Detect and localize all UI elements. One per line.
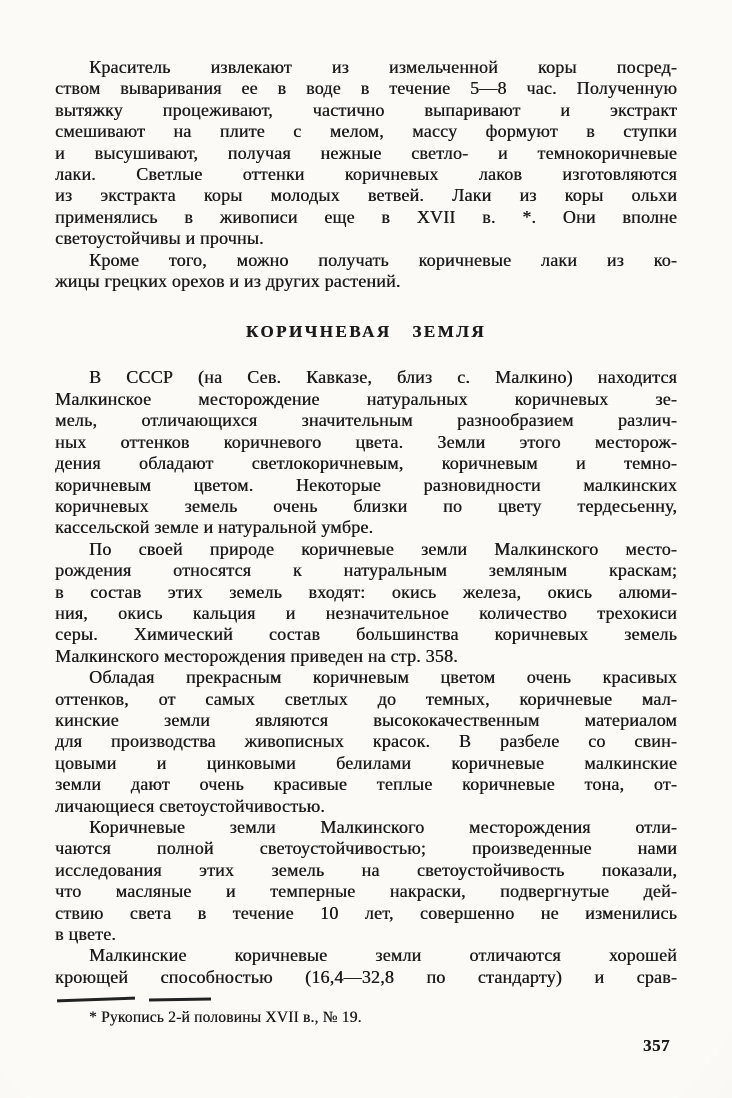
text-line: рождения относятся к натуральным земляным краскам;: [55, 560, 677, 581]
text-line: ствию света в течение 10 лет, совершенно не изменились: [55, 902, 677, 923]
text-line: Коричневые земли Малкинского месторождения отли-: [89, 817, 677, 837]
text-line: кинские земли являются высококачественным материалом: [55, 709, 677, 730]
paragraph: [55, 817, 677, 945]
text-line: земли дают очень красивые теплые коричневые тона, от-: [55, 774, 677, 795]
text-line: светоустойчивы и прочны.: [55, 228, 264, 249]
text-line: жицы грецких орехов и из других растений.: [55, 271, 401, 292]
text-line: ных оттенков коричневого цвета. Земли этого месторож-: [55, 431, 677, 452]
text-line: для производства живописных красок. В разбеле со свин-: [55, 731, 677, 752]
text-line: смешивают на плите с мелом, массу формуют в ступки: [55, 121, 677, 142]
text-column: [55, 57, 677, 1028]
text-line: мель, отличающихся значительным разнообразием различ-: [55, 410, 677, 431]
text-line: из экстракта коры молодых ветвей. Лаки из коры ольхи: [55, 185, 677, 206]
text-line: вытяжку процеживают, частично выпаривают и экстракт: [55, 99, 677, 120]
text-line: кассельской земле и натуральной умбре.: [55, 517, 374, 538]
text-line: в цвете.: [55, 924, 116, 945]
text-line: коричневым цветом. Некоторые разновидности малкинских: [55, 474, 677, 495]
text-line: оттенков, от самых светлых до темных, коричневые мал-: [55, 688, 677, 709]
intro-paragraphs: [55, 57, 677, 292]
text-line: Малкинские коричневые земли отличаются хорошей: [89, 945, 677, 966]
text-line: кроющей способностью (16,4—32,8 по стандарту) и срав-: [55, 966, 677, 987]
text-line: дения обладают светлокоричневым, коричневым и темно-: [55, 453, 677, 474]
text-line: серы. Химический состав большинства коричневых земель: [55, 624, 677, 645]
paragraph: [55, 250, 677, 293]
text-line: исследования этих земель на светоустойчивость показали,: [55, 859, 677, 880]
text-line: ния, окись кальция и незначительное количество трехокиси: [55, 602, 677, 623]
text-line: Кроме того, можно получать коричневые лаки из ко-: [89, 249, 677, 270]
text-line: и высушивают, получая нежные светло- и темнокоричневые: [55, 142, 677, 163]
text-line: коричневых земель очень близки по цвету тердесьенну,: [55, 495, 677, 516]
text-line: В СССР (на Сев. Кавказе, близ с. Малкино) находится: [89, 367, 677, 388]
separator-dash: [57, 997, 135, 1002]
text-line: в состав этих земель входят: окись железа, окись алюми-: [55, 581, 677, 602]
text-line: Краситель извлекают из измельченной коры посред-: [89, 57, 677, 77]
paragraph: [55, 667, 677, 817]
footnote-separator: [57, 997, 242, 1001]
paragraph: [55, 367, 677, 538]
text-line: По своей природе коричневые земли Малкинского место-: [89, 538, 677, 559]
section-heading: КОРИЧНЕВАЯ ЗЕМЛЯ: [245, 322, 487, 342]
text-line: что масляные и темперные накраски, подвергнутые дей-: [55, 881, 677, 902]
paragraph: [55, 539, 677, 667]
text-line: Малкинское месторождение натуральных коричневых зе-: [55, 388, 677, 409]
paragraph: [55, 57, 677, 250]
text-line: Малкинского месторождения приведен на стр. 358.: [55, 645, 458, 666]
text-line: применялись в живописи еще в XVII в. *. Они вполне: [55, 206, 677, 227]
footnote: * Рукопись 2-й половины XVII в., № 19.: [89, 1009, 362, 1027]
text-line: Обладая прекрасным коричневым цветом очень красивых: [89, 667, 677, 688]
text-line: ством вываривания ее в воде в течение 5—8 час. Полученную: [55, 78, 677, 99]
text-line: чаются полной светоустойчивостью; произведенные нами: [55, 838, 677, 859]
paragraph: [55, 945, 677, 988]
page-number: 357: [643, 1036, 670, 1055]
text-line: цовыми и цинковыми белилами коричневые малкинские: [55, 752, 677, 773]
separator-dash: [149, 997, 211, 1001]
section-paragraphs: [55, 367, 677, 988]
text-line: личающиеся светоустойчивостью.: [55, 795, 325, 816]
text-line: лаки. Светлые оттенки коричневых лаков изготовляются: [55, 164, 677, 185]
